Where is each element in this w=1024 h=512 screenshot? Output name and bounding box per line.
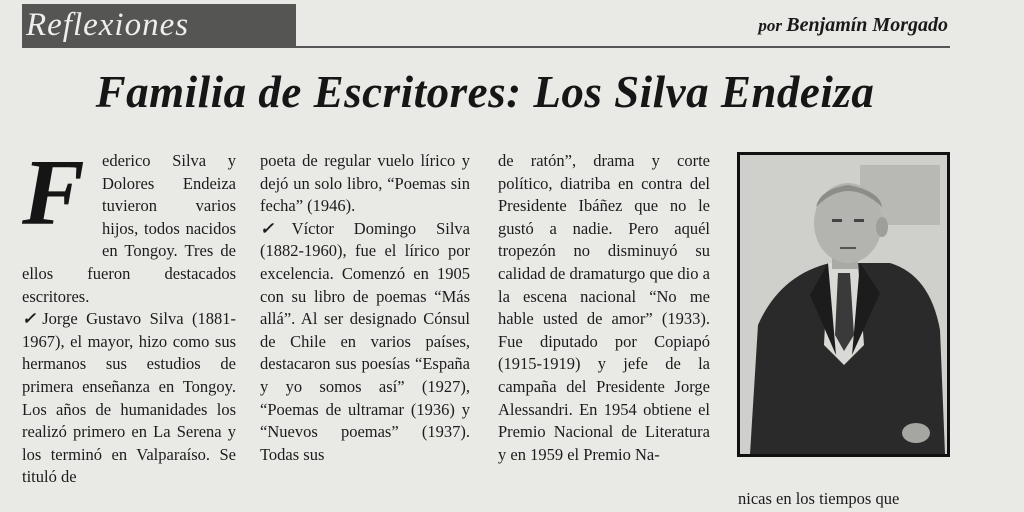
paragraph: [22, 308, 236, 489]
paragraph-text: ederico Silva y Dolores Endeiza tuvieron varios hijos, todos nacidos en Tongoy. Tres de ellos fueron destacados escritores.: [22, 151, 236, 306]
paragraph: [738, 488, 952, 511]
section-tag: Reflexiones: [22, 4, 296, 46]
column-4: [738, 488, 952, 511]
portrait-photo: [737, 152, 950, 457]
portrait-illustration: [740, 155, 947, 454]
byline-prefix: por: [758, 16, 783, 35]
paragraph-text: Jorge Gustavo Silva (1881-1967), el mayor, hizo como sus hermanos sus estudios de primera enseñanza en Tongoy. Los años de humanidades los realizó primero en La Serena y los terminó en Valparaíso. Se tituló de: [22, 309, 237, 487]
column-1: [22, 141, 237, 489]
paragraph: [498, 150, 710, 466]
drop-cap: F: [22, 141, 85, 245]
paragraph-text: poeta de regular vuelo lírico y dejó un solo libro, “Poemas sin fecha” (1946).: [260, 151, 470, 216]
paragraph: [260, 218, 470, 467]
paragraph: [22, 141, 236, 308]
byline: [758, 14, 948, 37]
column-3: [498, 150, 710, 466]
byline-name: Benjamín Morgado: [786, 14, 948, 36]
headline: Familia de Escritores: Los Silva Endeiza: [95, 67, 875, 117]
paragraph-text: de ratón”, drama y corte político, diatriba en contra del Presidente Ibáñez que no le gustó a nadie. Pero aquél tropezón no disminuyó su calidad de dramaturgo que dio a la escena nacional “No me hable usted de amor” (1933). Fue diputado por Copiapó (1915-1919) y jefe de la campaña del Presidente Jorge Alessandri. En 1954 obtiene el Premio Nacional de Literatura y en 1959 el Premio Na-: [498, 151, 710, 464]
paragraph: [260, 150, 470, 218]
paragraph-text: nicas en los tiempos que: [738, 489, 900, 508]
check-mark-icon: ✓: [22, 309, 41, 329]
header-rule: [22, 46, 950, 48]
paragraph-text: Víctor Domingo Silva (1882-1960), fue el lírico por excelencia. Comenzó en 1905 con su libro de poemas “Más allá”. Al ser designado Cónsul de Chile en varios países, destacaron sus poesías “España y yo somos así” (1927), “Poemas de ultramar (1936) y “Nuevos poemas” (1937). Todas sus: [260, 218, 471, 464]
column-2: [260, 150, 470, 466]
check-mark-icon: ✓: [260, 218, 290, 238]
